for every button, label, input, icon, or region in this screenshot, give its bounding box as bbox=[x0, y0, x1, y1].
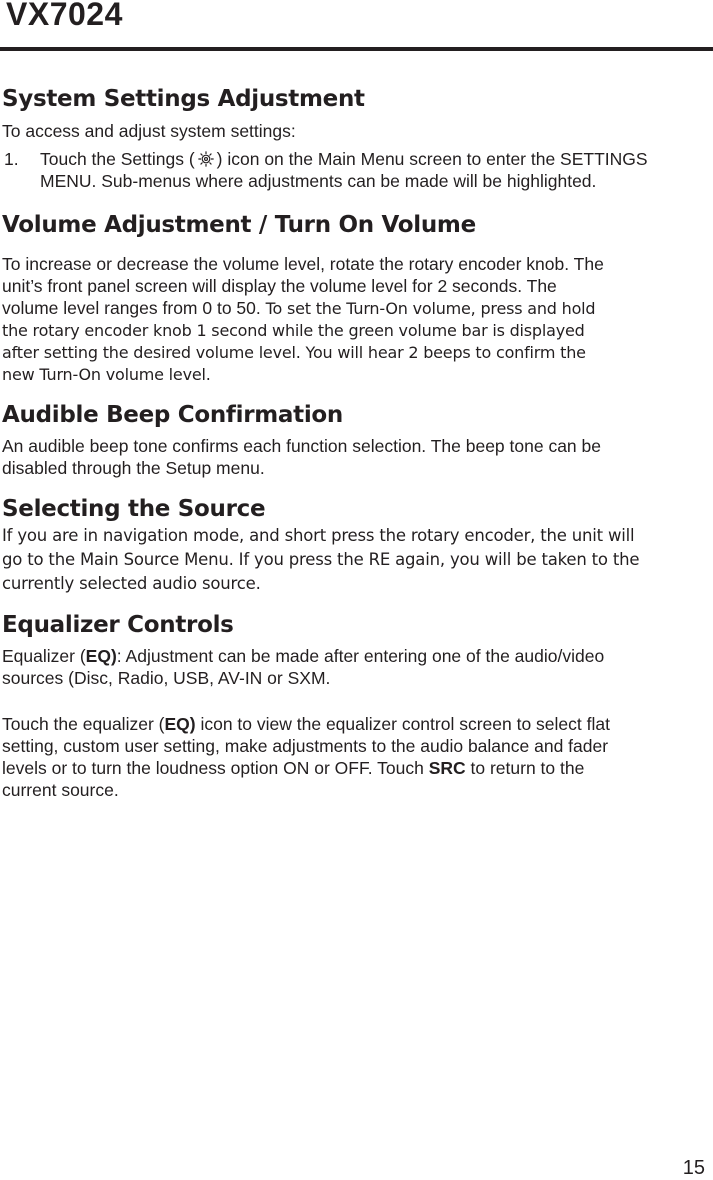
equalizer-heading: Equalizer Controls bbox=[2, 612, 234, 638]
equalizer-paragraph-2: Touch the equalizer (EQ) icon to view the equalizer control screen to select flat setting, custom user setting, make adjustments to the audio balance and fader levels or to turn the loudness option ON or OFF. Touch SRC to return to the current source. bbox=[2, 714, 610, 800]
source-paragraph: If you are in navigation mode, and short press the rotary encoder, the unit will go to the Main Source Menu. If you press the RE again, you will be taken to the currently selected audio source. bbox=[2, 526, 640, 593]
beep-heading: Audible Beep Confirmation bbox=[2, 402, 344, 428]
gear-icon bbox=[197, 150, 215, 168]
system-settings-heading: System Settings Adjustment bbox=[2, 86, 365, 112]
header-rule bbox=[0, 47, 713, 51]
model-header: VX7024 bbox=[6, 0, 123, 32]
step-number: 1. bbox=[4, 149, 19, 169]
system-settings-step: 1. Touch the Settings ( ) icon on the Main Menu screen to enter the SETTINGS MENU. Sub-menus where adjustments can be made will be highlighted. bbox=[4, 149, 648, 191]
source-heading: Selecting the Source bbox=[2, 496, 266, 522]
volume-heading: Volume Adjustment / Turn On Volume bbox=[2, 212, 476, 238]
system-settings-intro: To access and adjust system settings: bbox=[2, 121, 296, 141]
volume-paragraph: To increase or decrease the volume level, rotate the rotary encoder knob. The unit’s front panel screen will display the volume level for 2 seconds. The volume level ranges from 0 to 50. To set the Turn-On volume, press and hold the rotary encoder knob 1 second while the green volume bar is displayed after setting the desired volume level. You will hear 2 beeps to confirm the new Turn-On volume level. bbox=[2, 254, 604, 384]
page-number: 15 bbox=[682, 1157, 705, 1179]
beep-paragraph: An audible beep tone confirms each function selection. The beep tone can be disabled through the Setup menu. bbox=[2, 436, 601, 478]
equalizer-paragraph-1: Equalizer (EQ): Adjustment can be made after entering one of the audio/video sources (Disc, Radio, USB, AV-IN or SXM. bbox=[2, 646, 605, 688]
